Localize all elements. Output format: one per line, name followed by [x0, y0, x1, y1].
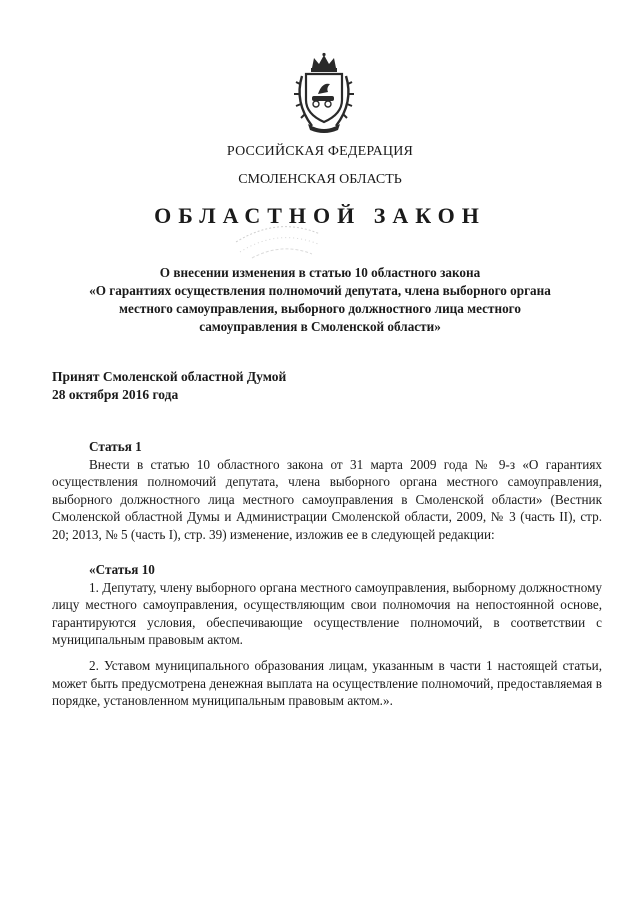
article-1-heading: Статья 1	[89, 439, 142, 454]
article-10	[52, 561, 602, 710]
article-10-heading: «Статья 10	[89, 562, 155, 577]
adoption-date: 28 октября 2016 года	[52, 387, 179, 402]
country-name: РОССИЙСКАЯ ФЕДЕРАЦИЯ	[226, 144, 414, 159]
law-title	[0, 264, 640, 336]
document-type-heading: ОБЛАСТНОЙ ЗАКОН	[154, 203, 486, 228]
article-1	[52, 438, 602, 544]
article-10-paragraph-2: 2. Уставом муниципального образования лицам, указанным в части 1 настоящей статьи, может быть предусмотрена денежная выплата на осуществление полномочий, предоставляемая в порядке, установленном муниципальным правовым актом.».	[52, 657, 602, 709]
coat-of-arms-emblem	[292, 52, 356, 134]
region-name: СМОЛЕНСКАЯ ОБЛАСТЬ	[238, 172, 402, 187]
article-1-text: Внести в статью 10 областного закона от 31 марта 2009 года № 9-з «О гарантиях осуществления полномочий депутата, члена выборного органа местного самоуправления, выборного должностного лица местного самоуправления в Смоленской области» (Вестник Смоленской областной Думы и Администрации Смоленской области, 2009, № 3 (часть II), стр. 20; 2013, № 5 (часть I), стр. 39) изменение, изложив ее в следующей редакции:	[52, 456, 602, 542]
law-title-line: «О гарантиях осуществления полномочий депутата, члена выборного органа	[89, 283, 551, 298]
law-title-line: самоуправления в Смоленской области»	[199, 319, 441, 334]
adoption-info	[52, 368, 286, 404]
law-title-line: местного самоуправления, выборного должностного лица местного	[119, 301, 521, 316]
law-title-line: О внесении изменения в статью 10 областного закона	[159, 265, 481, 280]
article-10-paragraph-1: 1. Депутату, члену выборного органа местного самоуправления, выборному должностному лицу местного самоуправления, осуществляющим свои полномочия на непостоянной основе, гарантируются условия, обеспечивающие осуществление полномочий, в соответствии с муниципальным правовым актом.	[52, 579, 602, 648]
faint-stamp-mark	[232, 212, 324, 262]
adopted-by: Принят Смоленской областной Думой	[52, 369, 287, 384]
